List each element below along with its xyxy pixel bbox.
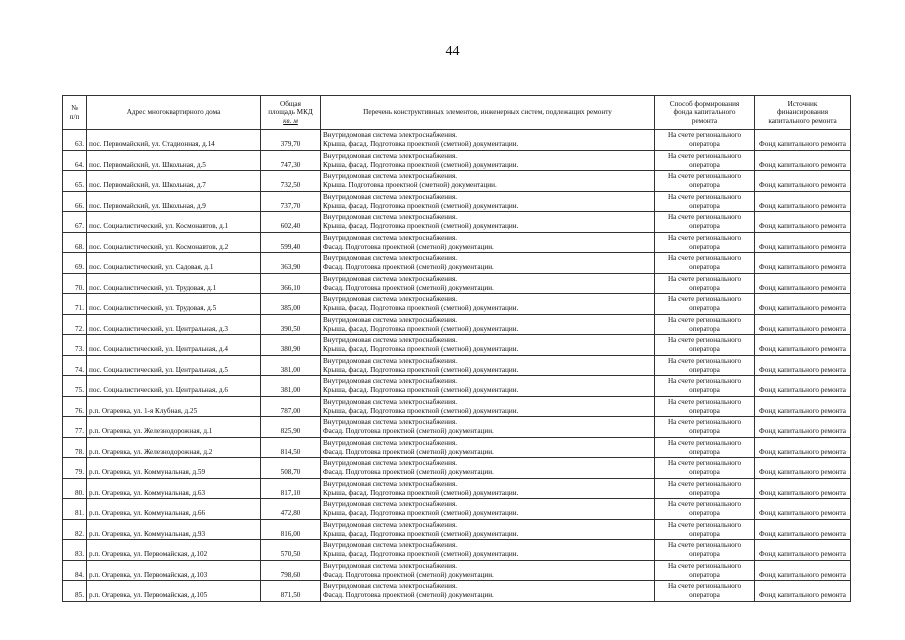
row-number: 72.: [63, 314, 87, 335]
row-work-item: Фасад. Подготовка проектной (сметной) документации.: [323, 570, 494, 579]
row-work-item: Крыша, фасад. Подготовка проектной (сметной) документации.: [323, 488, 519, 497]
header-fund-method-label: Способ формирования фонда капитального ремонта: [669, 99, 740, 125]
table-row: [63, 150, 851, 171]
row-fund-method: На счете регионального оператора: [655, 581, 755, 602]
row-fund-method: На счете регионального оператора: [655, 396, 755, 417]
row-address: пос. Социалистический, ул. Трудовая, д.5: [87, 294, 261, 315]
table-body: [63, 130, 851, 602]
row-fund-method: На счете регионального оператора: [655, 273, 755, 294]
table-row: [63, 581, 851, 602]
row-works: [321, 540, 655, 561]
row-number: 74.: [63, 355, 87, 376]
row-fund-method: На счете регионального оператора: [655, 130, 755, 151]
row-source: Фонд капитального ремонта: [755, 499, 851, 520]
row-work-item: Крыша, фасад. Подготовка проектной (сметной) документации.: [323, 324, 519, 333]
row-works: [321, 396, 655, 417]
row-address: пос. Социалистический, ул. Космонавтов, д.1: [87, 212, 261, 233]
row-works: [321, 355, 655, 376]
row-address: р.п. Огаревка, ул. Первомайская, д.102: [87, 540, 261, 561]
row-work-item: Фасад. Подготовка проектной (сметной) документации.: [323, 242, 494, 251]
row-number: 65.: [63, 171, 87, 192]
row-works: [321, 376, 655, 397]
row-fund-method: На счете регионального оператора: [655, 458, 755, 479]
row-work-item: Внутридомовая система электроснабжения.: [323, 233, 458, 242]
table-row: [63, 130, 851, 151]
table-row: [63, 253, 851, 274]
row-work-item: Крыша, фасад. Подготовка проектной (сметной) документации.: [323, 365, 519, 374]
row-number: 68.: [63, 232, 87, 253]
header-works: Перечень конструктивных элементов, инженерных систем, подлежащих ремонту: [321, 96, 655, 130]
row-address: пос. Первомайский, ул. Школьная, д.5: [87, 150, 261, 171]
row-address: р.п. Огаревка, ул. Коммунальная, д.66: [87, 499, 261, 520]
row-source: Фонд капитального ремонта: [755, 150, 851, 171]
row-works: [321, 417, 655, 438]
row-number: 66.: [63, 191, 87, 212]
row-work-item: Внутридомовая система электроснабжения.: [323, 172, 458, 181]
row-address: р.п. Огаревка, ул. Коммунальная, д.93: [87, 519, 261, 540]
row-work-item: Фасад. Подготовка проектной (сметной) документации.: [323, 468, 494, 477]
row-works: [321, 437, 655, 458]
row-work-item: Фасад. Подготовка проектной (сметной) документации.: [323, 447, 494, 456]
row-source: Фонд капитального ремонта: [755, 396, 851, 417]
row-area: 747,30: [261, 150, 321, 171]
row-works: [321, 519, 655, 540]
row-number: 77.: [63, 417, 87, 438]
row-work-item: Внутридомовая система электроснабжения.: [323, 520, 458, 529]
row-number: 73.: [63, 335, 87, 356]
row-work-item: Фасад. Подготовка проектной (сметной) документации.: [323, 263, 494, 272]
row-works: [321, 191, 655, 212]
row-works: [321, 150, 655, 171]
row-number: 64.: [63, 150, 87, 171]
row-address: пос. Первомайский, ул. Школьная, д.9: [87, 191, 261, 212]
row-number: 81.: [63, 499, 87, 520]
row-number: 85.: [63, 581, 87, 602]
row-area: 381,00: [261, 376, 321, 397]
row-source: Фонд капитального ремонта: [755, 540, 851, 561]
row-address: пос. Социалистический, ул. Центральная, д.4: [87, 335, 261, 356]
row-works: [321, 335, 655, 356]
table-row: [63, 376, 851, 397]
row-number: 69.: [63, 253, 87, 274]
row-source: Фонд капитального ремонта: [755, 171, 851, 192]
row-work-item: Крыша, фасад. Подготовка проектной (сметной) документации.: [323, 509, 519, 518]
header-source: [755, 96, 851, 130]
row-number: 76.: [63, 396, 87, 417]
row-work-item: Внутридомовая система электроснабжения.: [323, 274, 458, 283]
row-work-item: Фасад. Подготовка проектной (сметной) документации.: [323, 427, 494, 436]
row-works: [321, 253, 655, 274]
row-work-item: Крыша, фасад. Подготовка проектной (сметной) документации.: [323, 222, 519, 231]
row-fund-method: На счете регионального оператора: [655, 232, 755, 253]
row-works: [321, 273, 655, 294]
row-fund-method: На счете регионального оператора: [655, 376, 755, 397]
row-address: пос. Первомайский, ул. Школьная, д.7: [87, 171, 261, 192]
row-source: Фонд капитального ремонта: [755, 376, 851, 397]
row-number: 82.: [63, 519, 87, 540]
row-work-item: Крыша, фасад. Подготовка проектной (сметной) документации.: [323, 529, 519, 538]
header-address: Адрес многоквартирного дома: [87, 96, 261, 130]
table-row: [63, 540, 851, 561]
header-area-unit: кв. м: [283, 116, 298, 125]
row-works: [321, 232, 655, 253]
row-address: пос. Социалистический, ул. Трудовая, д.1: [87, 273, 261, 294]
row-fund-method: На счете регионального оператора: [655, 355, 755, 376]
row-work-item: Крыша, фасад. Подготовка проектной (сметной) документации.: [323, 304, 519, 313]
row-work-item: Внутридомовая система электроснабжения.: [323, 397, 458, 406]
row-area: 599,40: [261, 232, 321, 253]
row-number: 75.: [63, 376, 87, 397]
row-source: Фонд капитального ремонта: [755, 458, 851, 479]
row-area: 602,40: [261, 212, 321, 233]
row-source: Фонд капитального ремонта: [755, 253, 851, 274]
header-number-label: № п/п: [69, 103, 80, 121]
row-work-item: Внутридомовая система электроснабжения.: [323, 131, 458, 140]
row-works: [321, 581, 655, 602]
row-fund-method: На счете регионального оператора: [655, 314, 755, 335]
row-area: 816,00: [261, 519, 321, 540]
row-number: 70.: [63, 273, 87, 294]
row-work-item: Внутридомовая система электроснабжения.: [323, 295, 458, 304]
header-area-title: Общая площадь МКД: [268, 99, 313, 117]
row-fund-method: На счете регионального оператора: [655, 150, 755, 171]
row-work-item: Внутридомовая система электроснабжения.: [323, 541, 458, 550]
row-work-item: Крыша, фасад. Подготовка проектной (сметной) документации.: [323, 550, 519, 559]
row-number: 80.: [63, 478, 87, 499]
row-work-item: Крыша, фасад. Подготовка проектной (сметной) документации.: [323, 406, 519, 415]
table-row: [63, 458, 851, 479]
row-fund-method: На счете регионального оператора: [655, 560, 755, 581]
row-work-item: Внутридомовая система электроснабжения.: [323, 561, 458, 570]
row-source: Фонд капитального ремонта: [755, 437, 851, 458]
table-row: [63, 212, 851, 233]
header-number: [63, 96, 87, 130]
row-work-item: Внутридомовая система электроснабжения.: [323, 336, 458, 345]
row-address: р.п. Огаревка, ул. 1-я Клубная, д.25: [87, 396, 261, 417]
row-source: Фонд капитального ремонта: [755, 355, 851, 376]
row-address: р.п. Огаревка, ул. Первомайская, д.105: [87, 581, 261, 602]
row-work-item: Крыша, фасад. Подготовка проектной (сметной) документации.: [323, 201, 519, 210]
table-row: [63, 519, 851, 540]
row-works: [321, 130, 655, 151]
row-works: [321, 171, 655, 192]
row-work-item: Крыша, фасад. Подготовка проектной (сметной) документации.: [323, 140, 519, 149]
row-work-item: Крыша, фасад. Подготовка проектной (сметной) документации.: [323, 345, 519, 354]
table-row: [63, 335, 851, 356]
row-source: Фонд капитального ремонта: [755, 335, 851, 356]
row-address: р.п. Огаревка, ул. Первомайская, д.103: [87, 560, 261, 581]
row-area: 817,10: [261, 478, 321, 499]
table-row: [63, 171, 851, 192]
row-work-item: Внутридомовая система электроснабжения.: [323, 438, 458, 447]
row-area: 472,80: [261, 499, 321, 520]
row-address: пос. Первомайский, ул. Стадионная, д.14: [87, 130, 261, 151]
row-source: Фонд капитального ремонта: [755, 581, 851, 602]
row-source: Фонд капитального ремонта: [755, 560, 851, 581]
row-work-item: Внутридомовая система электроснабжения.: [323, 315, 458, 324]
table-row: [63, 396, 851, 417]
row-source: Фонд капитального ремонта: [755, 519, 851, 540]
row-work-item: Фасад. Подготовка проектной (сметной) документации.: [323, 591, 494, 600]
table-row: [63, 560, 851, 581]
row-address: пос. Социалистический, ул. Центральная, д.3: [87, 314, 261, 335]
repair-program-table: [62, 95, 851, 602]
row-address: р.п. Огаревка, ул. Железнодорожная, д.2: [87, 437, 261, 458]
row-area: 508,70: [261, 458, 321, 479]
row-area: 825,90: [261, 417, 321, 438]
row-source: Фонд капитального ремонта: [755, 191, 851, 212]
table-row: [63, 478, 851, 499]
row-area: 570,50: [261, 540, 321, 561]
row-source: Фонд капитального ремонта: [755, 212, 851, 233]
row-fund-method: На счете регионального оператора: [655, 294, 755, 315]
row-work-item: Внутридомовая система электроснабжения.: [323, 377, 458, 386]
row-works: [321, 458, 655, 479]
row-works: [321, 560, 655, 581]
row-address: пос. Социалистический, ул. Центральная, д.5: [87, 355, 261, 376]
row-source: Фонд капитального ремонта: [755, 130, 851, 151]
row-work-item: Крыша, фасад. Подготовка проектной (сметной) документации.: [323, 386, 519, 395]
row-fund-method: На счете регионального оператора: [655, 191, 755, 212]
table-row: [63, 417, 851, 438]
row-work-item: Фасад. Подготовка проектной (сметной) документации.: [323, 283, 494, 292]
row-source: Фонд капитального ремонта: [755, 314, 851, 335]
row-area: 379,70: [261, 130, 321, 151]
row-number: 63.: [63, 130, 87, 151]
row-number: 83.: [63, 540, 87, 561]
row-fund-method: На счете регионального оператора: [655, 519, 755, 540]
row-work-item: Внутридомовая система электроснабжения.: [323, 356, 458, 365]
row-works: [321, 294, 655, 315]
row-number: 84.: [63, 560, 87, 581]
row-area: 380,90: [261, 335, 321, 356]
row-number: 67.: [63, 212, 87, 233]
row-address: р.п. Огаревка, ул. Железнодорожная, д.1: [87, 417, 261, 438]
table-header-row: [63, 96, 851, 130]
table-row: [63, 273, 851, 294]
row-area: 363,90: [261, 253, 321, 274]
table-row: [63, 499, 851, 520]
row-work-item: Внутридомовая система электроснабжения.: [323, 254, 458, 263]
row-area: 814,50: [261, 437, 321, 458]
row-fund-method: На счете регионального оператора: [655, 212, 755, 233]
row-works: [321, 499, 655, 520]
row-number: 78.: [63, 437, 87, 458]
header-source-label: Источник финансирования капитального ремонта: [768, 99, 837, 125]
row-work-item: Внутридомовая система электроснабжения.: [323, 582, 458, 591]
row-number: 79.: [63, 458, 87, 479]
row-source: Фонд капитального ремонта: [755, 417, 851, 438]
row-work-item: Внутридомовая система электроснабжения.: [323, 500, 458, 509]
row-works: [321, 478, 655, 499]
table-row: [63, 355, 851, 376]
table-row: [63, 437, 851, 458]
row-area: 787,00: [261, 396, 321, 417]
row-work-item: Внутридомовая система электроснабжения.: [323, 459, 458, 468]
row-area: 871,50: [261, 581, 321, 602]
row-fund-method: На счете регионального оператора: [655, 171, 755, 192]
row-area: 798,60: [261, 560, 321, 581]
row-work-item: Внутридомовая система электроснабжения.: [323, 479, 458, 488]
row-address: пос. Социалистический, ул. Центральная, д.6: [87, 376, 261, 397]
row-source: Фонд капитального ремонта: [755, 478, 851, 499]
table-row: [63, 294, 851, 315]
row-number: 71.: [63, 294, 87, 315]
row-source: Фонд капитального ремонта: [755, 294, 851, 315]
row-address: р.п. Огаревка, ул. Коммунальная, д.59: [87, 458, 261, 479]
table-row: [63, 232, 851, 253]
row-area: 381,00: [261, 355, 321, 376]
table-row: [63, 314, 851, 335]
row-address: пос. Социалистический, ул. Садовая, д.1: [87, 253, 261, 274]
row-area: 737,70: [261, 191, 321, 212]
row-fund-method: На счете регионального оператора: [655, 417, 755, 438]
row-fund-method: На счете регионального оператора: [655, 478, 755, 499]
header-fund-method: [655, 96, 755, 130]
row-work-item: Внутридомовая система электроснабжения.: [323, 213, 458, 222]
row-address: пос. Социалистический, ул. Космонавтов, д.2: [87, 232, 261, 253]
row-area: 366,10: [261, 273, 321, 294]
row-works: [321, 212, 655, 233]
row-work-item: Крыша. Подготовка проектной (сметной) документации.: [323, 181, 497, 190]
row-fund-method: На счете регионального оператора: [655, 499, 755, 520]
row-fund-method: На счете регионального оператора: [655, 335, 755, 356]
row-fund-method: На счете регионального оператора: [655, 540, 755, 561]
row-works: [321, 314, 655, 335]
row-area: 385,00: [261, 294, 321, 315]
row-fund-method: На счете регионального оператора: [655, 437, 755, 458]
row-source: Фонд капитального ремонта: [755, 273, 851, 294]
row-fund-method: На счете регионального оператора: [655, 253, 755, 274]
table-row: [63, 191, 851, 212]
row-work-item: Внутридомовая система электроснабжения.: [323, 192, 458, 201]
row-address: р.п. Огаревка, ул. Коммунальная, д.63: [87, 478, 261, 499]
row-source: Фонд капитального ремонта: [755, 232, 851, 253]
row-area: 732,50: [261, 171, 321, 192]
row-work-item: Внутридомовая система электроснабжения.: [323, 418, 458, 427]
header-area: [261, 96, 321, 130]
row-work-item: Крыша, фасад. Подготовка проектной (сметной) документации.: [323, 160, 519, 169]
row-work-item: Внутридомовая система электроснабжения.: [323, 151, 458, 160]
page-number: 44: [445, 44, 460, 59]
row-area: 390,50: [261, 314, 321, 335]
